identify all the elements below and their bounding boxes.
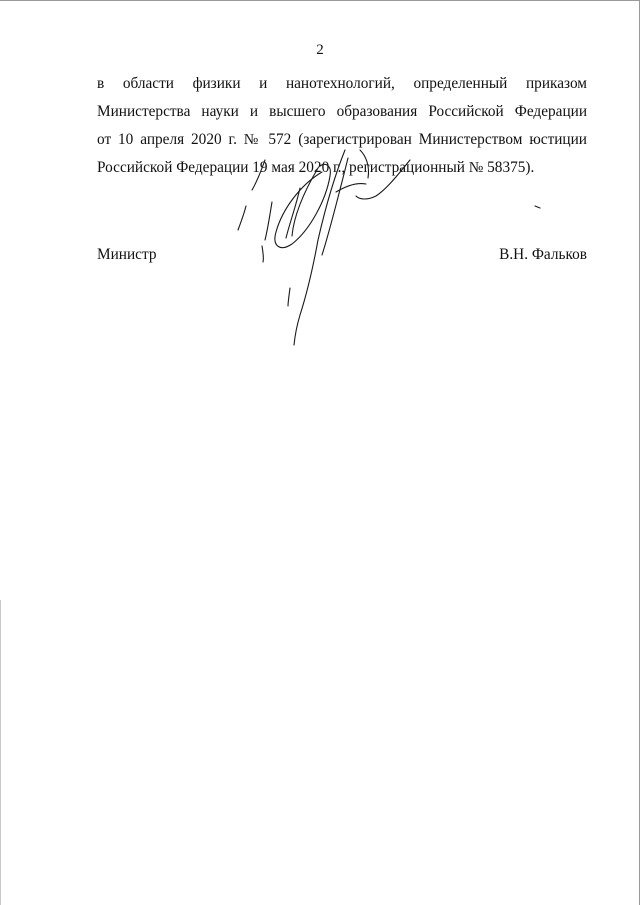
body-paragraph xyxy=(97,70,587,182)
signer-name: В.Н. Фальков xyxy=(499,246,587,263)
page-number: 2 xyxy=(316,42,324,58)
page-edge-top xyxy=(0,0,640,1)
body-line: в области физики и нанотехнологий, определенный приказом xyxy=(97,75,587,92)
body-line: от 10 апреля 2020 г. № 572 (зарегистрирован Министерством юстиции xyxy=(97,131,587,148)
page-edge-left xyxy=(0,600,1,905)
signer-title: Министр xyxy=(97,246,157,263)
body-line: Российской Федерации 19 мая 2020 г., регистрационный № 58375). xyxy=(97,159,535,176)
body-line: Министерства науки и высшего образования Российской Федерации xyxy=(97,103,587,120)
